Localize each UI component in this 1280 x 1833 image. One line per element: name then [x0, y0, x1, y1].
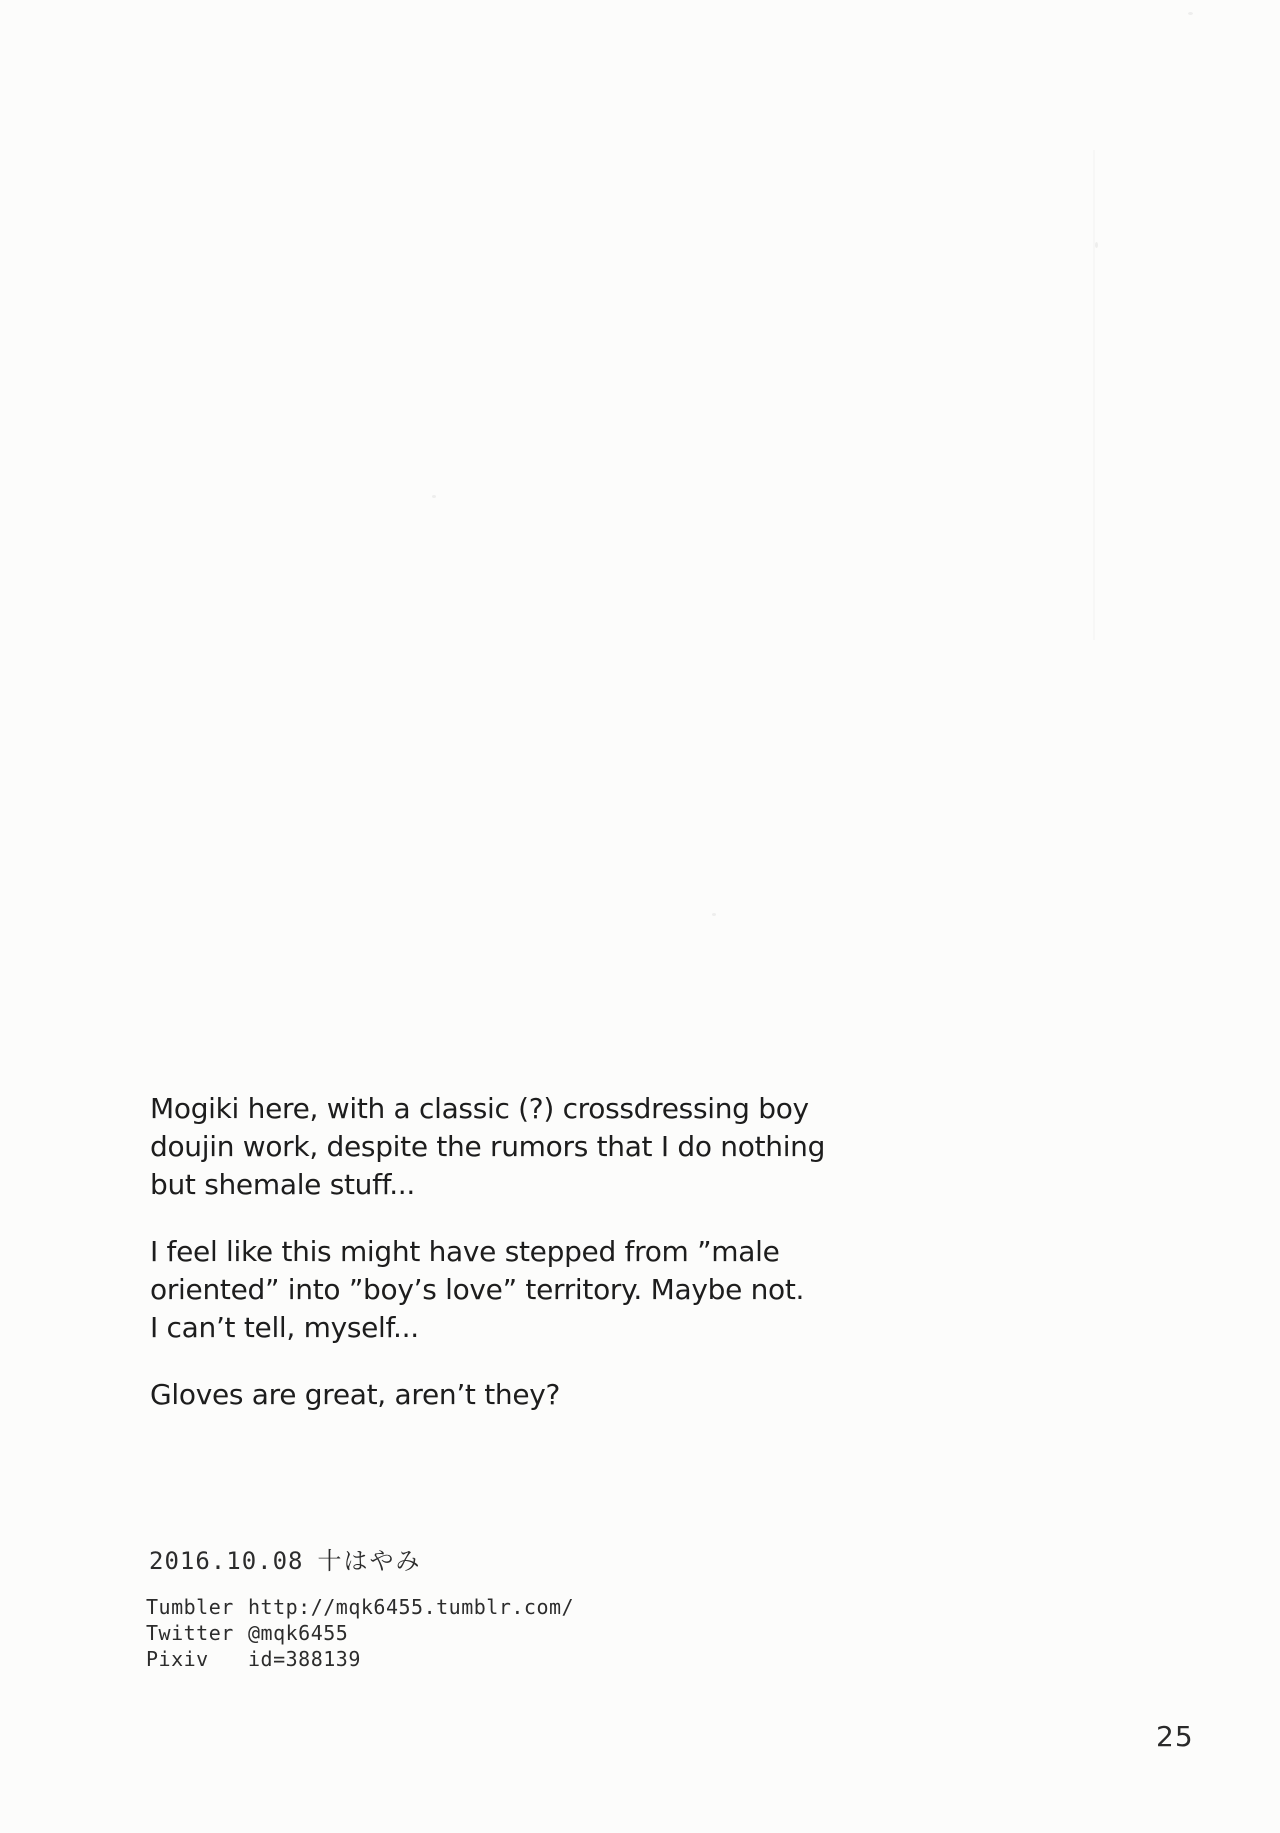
link-label: Tumbler — [146, 1595, 234, 1619]
link-value-url: http://mqk6455.tumblr.com/ — [248, 1595, 575, 1619]
release-date: 2016.10.08 — [149, 1547, 304, 1575]
author-name: 十はやみ — [317, 1547, 422, 1575]
afterword-line: oriented” into ”boy’s love” territory. Maybe not. — [150, 1273, 805, 1306]
afterword-paragraph-3 — [150, 1376, 1010, 1414]
afterword-line: Mogiki here, with a classic (?) crossdressing boy — [150, 1092, 809, 1125]
scan-speck — [1188, 12, 1193, 15]
afterword-line: I can’t tell, myself... — [150, 1311, 419, 1344]
colophon-date-line — [149, 1541, 422, 1576]
link-row-pixiv — [146, 1646, 574, 1672]
afterword-line: Gloves are great, aren’t they? — [150, 1378, 561, 1411]
afterword-text — [150, 1090, 1010, 1414]
afterword-paragraph-2 — [150, 1233, 1010, 1347]
scan-speck — [712, 913, 716, 916]
link-row-twitter — [146, 1620, 574, 1646]
link-label: Twitter — [146, 1621, 234, 1645]
afterword-line: doujin work, despite the rumors that I do nothing — [150, 1130, 826, 1163]
link-value-id: id=388139 — [248, 1647, 361, 1671]
page-number: 25 — [1156, 1720, 1194, 1753]
scan-speck — [1095, 242, 1098, 248]
scan-edge-artifact — [1093, 150, 1095, 640]
link-value-handle: @mqk6455 — [248, 1621, 349, 1645]
link-label: Pixiv — [146, 1647, 209, 1671]
afterword-line: but shemale stuff... — [150, 1168, 415, 1201]
afterword-paragraph-1 — [150, 1090, 1010, 1204]
afterword-line: I feel like this might have stepped from ”male — [150, 1235, 780, 1268]
scan-speck — [432, 495, 436, 498]
link-row-tumbler — [146, 1594, 574, 1620]
colophon-links — [146, 1594, 574, 1672]
